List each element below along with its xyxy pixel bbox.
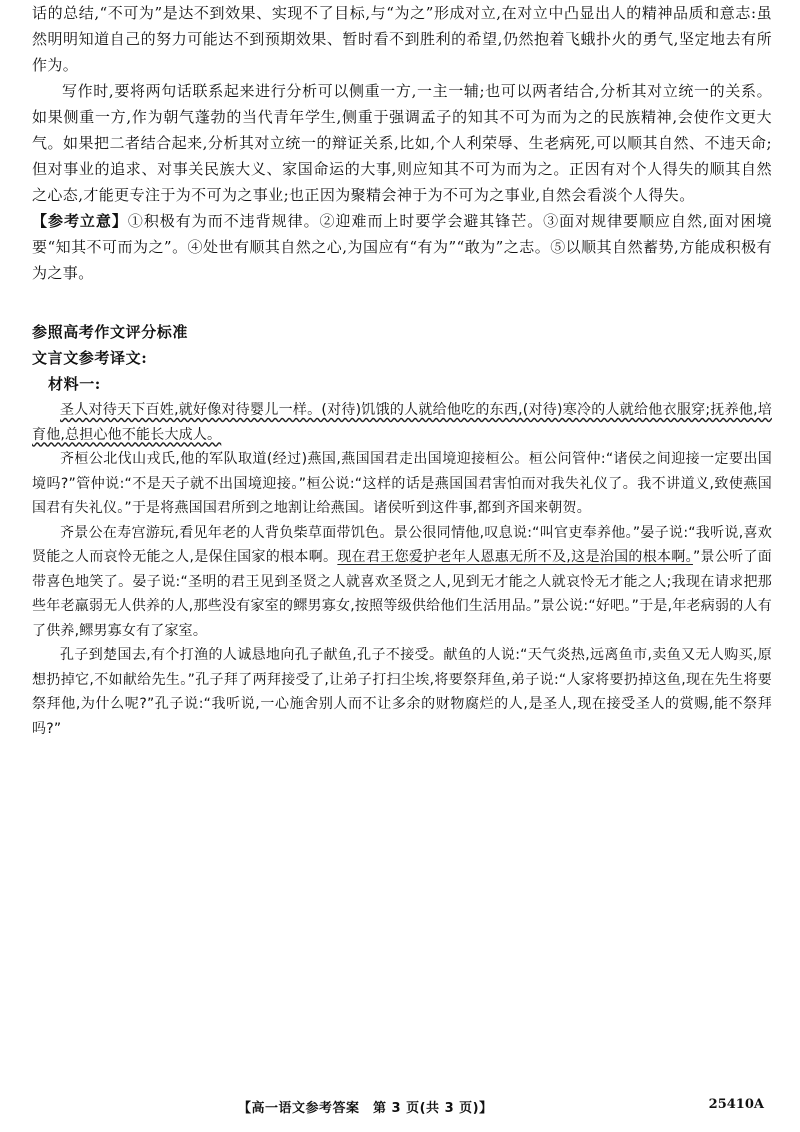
- translation-paragraph-4: 孔子到楚国去,有个打渔的人诚恳地向孔子献鱼,孔子不接受。献鱼的人说:“天气炎热,远离鱼市,卖鱼又无人购买,原想扔掉它,不如献给先生。”孔子拜了两拜接受了,让弟子打扫尘埃,将要祭拜鱼,弟子说:“人家将要扔掉这鱼,现在先生将要祭拜他,为什么呢?”孔子说:“我听说,一心施舍别人而不让多余的财物腐烂的人,是圣人,现在接受圣人的赏赐,能不祭拜吗?”: [32, 647, 772, 737]
- footer-title: 【高一语文参考答案 第 3 页(共 3 页)】: [238, 1101, 493, 1116]
- translation-paragraph-2: 齐桓公北伐山戎氏,他的军队取道(经过)燕国,燕国国君走出国境迎接桓公。桓公问管仲:“诸侯之间迎接一定要出国境吗?”管仲说:“不是天子就不出国境迎接。”桓公说:“这样的话是燕国国君害怕而对我失礼仪了。我不讲道义,致使燕国国君有失礼仪。”于是将燕国国君所到之地割让给燕国。诸侯听到这件事,都到齐国来朝贺。: [32, 451, 772, 516]
- page-footer: [0, 1093, 800, 1119]
- translation-paragraph-1-text: 圣人对待天下百姓,就好像对待婴儿一样。(对待)饥饿的人就给他吃的东西,(对待)寒冷的人就给他衣服穿;抚养他,培育他,总担心他不能长大成人。: [32, 402, 772, 443]
- reference-ideas-label: 【参考立意】: [32, 212, 128, 230]
- translation-paragraph-3-end: ”景公听了面带喜色地笑了。晏子说:“圣明的君王见到圣贤之人就喜欢圣贤之人,见到无才能之人就哀怜无才能之人;我现在请求把那些年老羸弱无人供养的人,那些没有家室的鳏男寡女,按照等级供给他们生活用品。”景公说:“好吧。”于是,年老病弱的人有了供养,鳏男寡女有了家室。: [32, 549, 772, 639]
- footer-code: 25410A: [708, 1097, 764, 1112]
- material-one-heading: 材料一:: [48, 375, 101, 393]
- reference-ideas: [32, 208, 772, 286]
- answer-paragraph-2: 写作时,要将两句话联系起来进行分析可以侧重一方,一主一辅;也可以两者结合,分析其对立统一的关系。如果侧重一方,作为朝气蓬勃的当代青年学生,侧重于强调孟子的知其不可为而为之的民族精神,会使作文更大气。如果把二者结合起来,分析其对立统一的辩证关系,比如,个人利荣辱、生老病死,可以顺其自然、不违天命;但对事业的追求、对事关民族大义、家国命运的大事,则应知其不可为而为之。正因有对个人得失的顺其自然之心态,才能更专注于为不可为之事业;也正因为聚精会神于为不可为之事业,自然会看淡个人得失。: [32, 82, 772, 204]
- answer-paragraph-1: 话的总结,“不可为”是达不到效果、实现不了目标,与“为之”形成对立,在对立中凸显出人的精神品质和意志:虽然明明知道自己的努力可能达不到预期效果、暂时看不到胜利的希望,仍然抱着飞蛾扑火的勇气,坚定地去有所作为。: [32, 4, 772, 74]
- translation-paragraph-1: [32, 398, 772, 447]
- translation-section: [32, 398, 772, 741]
- translation-paragraph-3-underlined: 现在君王您爱护老年人恩惠无所不及,这是治国的根本啊。: [337, 549, 693, 565]
- translation-title: 文言文参考译文:: [32, 349, 148, 367]
- headings-block: [32, 319, 772, 397]
- reference-ideas-body: ①积极有为而不违背规律。②迎难而上时要学会避其锋芒。③面对规律要顺应自然,面对困境要“知其不可而为之”。④处世有顺其自然之心,为国应有“有为”“敢为”之志。⑤以顺其自然蓄势,方能成积极有为之事。: [32, 212, 772, 282]
- translation-paragraph-3-start: 齐景公在寿宫游玩,看见年老的人背负柴草面带饥色。景公很同情他,叹息说:“叫官吏奉养他。”晏子说:“我听说,喜欢贤能之人而哀怜无能之人,是保住国家的根本啊。: [32, 524, 772, 565]
- scoring-standard-heading: 参照高考作文评分标准: [32, 323, 189, 341]
- answer-section: [32, 0, 772, 286]
- translation-paragraph-3: [32, 521, 772, 644]
